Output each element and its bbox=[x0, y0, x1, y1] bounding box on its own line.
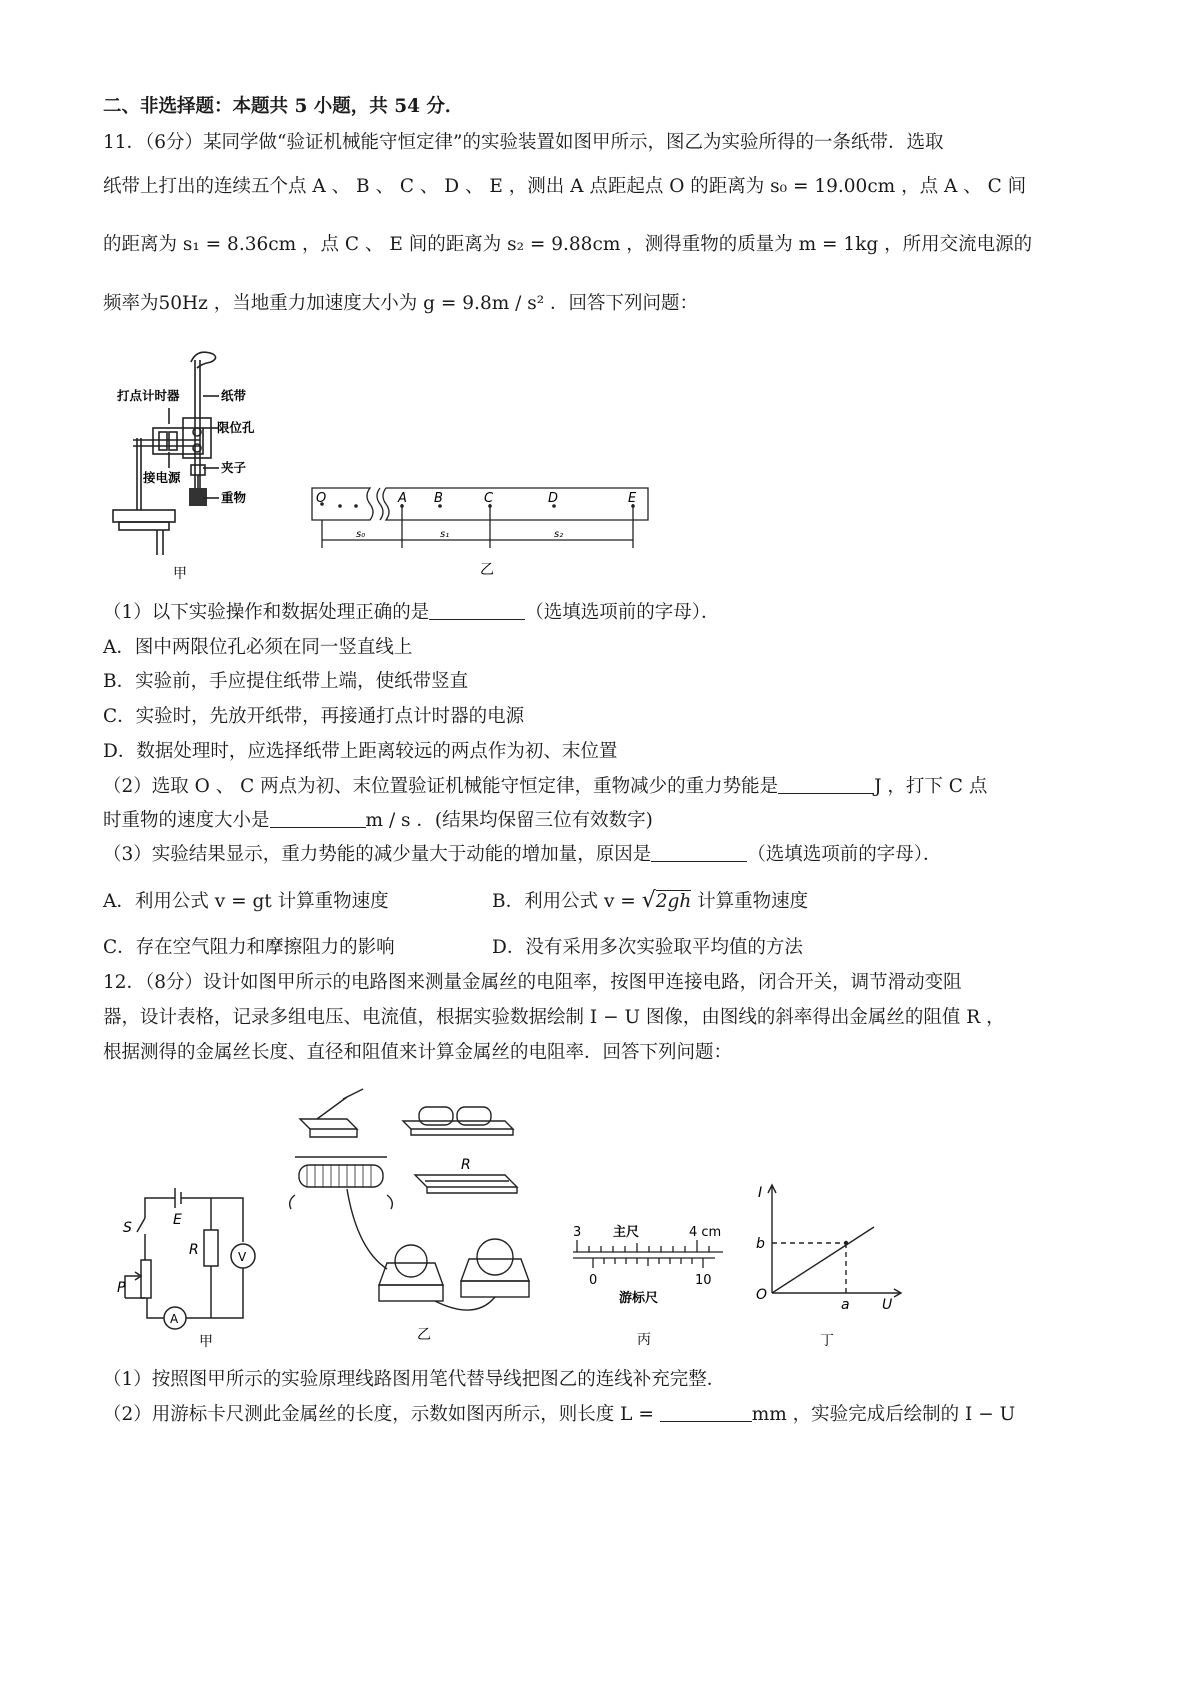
label-R-board: R bbox=[461, 1157, 471, 1173]
q11-line-1: 11．（6分）某同学做“验证机械能守恒定律”的实验装置如图甲所示，图乙为实验所得的一条纸带．选取 bbox=[103, 132, 944, 153]
axis-U: U bbox=[882, 1297, 893, 1313]
q12-sub1: （1）按照图甲所示的实验原理线路图用笔代替导线把图乙的连线补充完整． bbox=[103, 1369, 726, 1390]
main-scale-label: 主尺 bbox=[613, 1225, 640, 1240]
origin-O: O bbox=[756, 1287, 768, 1303]
point-D: D bbox=[548, 491, 559, 506]
q11-figure-yi bbox=[300, 470, 700, 580]
q11-sub1-option-d: D．数据处理时，应选择纸带上距离较远的两点作为初、末位置 bbox=[103, 741, 618, 762]
caption-yi: 乙 bbox=[480, 562, 494, 578]
point-B: B bbox=[434, 491, 443, 506]
label-P: P bbox=[117, 1280, 126, 1296]
caption-q12-yi: 乙 bbox=[417, 1327, 431, 1343]
q12-figure-ding bbox=[752, 1175, 912, 1350]
q11-sub2-line1: （2）选取 O 、 C 两点为初、末位置验证机械能守恒定律，重物减少的重力势能是 J ，打下 C 点 bbox=[103, 776, 988, 797]
q11-figure-jia bbox=[105, 340, 285, 590]
point-C: C bbox=[484, 491, 494, 506]
caption-q12-ding: 丁 bbox=[820, 1333, 834, 1349]
axis-I: I bbox=[758, 1185, 763, 1201]
span-s1: s₁ bbox=[440, 529, 450, 540]
caption-q12-jia: 甲 bbox=[199, 1334, 213, 1350]
tick-a: a bbox=[841, 1297, 850, 1313]
point-E: E bbox=[628, 491, 637, 506]
q11-sub2-line2: 时重物的速度大小是 m / s ．(结果均保留三位有效数字) bbox=[103, 810, 653, 831]
q12-line-1: 12．（8分）设计如图甲所示的电路图来测量金属丝的电阻率，按图甲连接电路，闭合开关，调节滑动变阻 bbox=[103, 972, 962, 993]
main-scale-4cm: 4 cm bbox=[689, 1225, 722, 1240]
q11-sub3: （3）实验结果显示，重力势能的减少量大于动能的增加量，原因是 （选填选项前的字母）． bbox=[103, 844, 942, 865]
label-A: A bbox=[170, 1312, 179, 1326]
caption-q12-bing: 丙 bbox=[637, 1332, 651, 1348]
label-power: 接电源 bbox=[143, 470, 181, 485]
q11-line-2: 纸带上打出的连续五个点 A 、 B 、 C 、 D 、 E ，测出 A 点距起点 O 的距离为 s₀ = 19.00cm ，点 A 、 C 间 bbox=[103, 176, 1027, 197]
q12-figure-jia bbox=[115, 1170, 275, 1350]
q11-line-3: 的距离为 s₁ = 8.36cm ，点 C 、 E 间的距离为 s₂ = 9.88cm ，测得重物的质量为 m = 1kg ，所用交流电源的 bbox=[103, 234, 1033, 255]
q12-line-2: 器，设计表格，记录多组电压、电流值，根据实验数据绘制 I − U 图像，由图线的斜率得出金属丝的阻值 R ， bbox=[103, 1007, 1005, 1028]
span-s0: s₀ bbox=[356, 529, 366, 540]
q12-line-3: 根据测得的金属丝长度、直径和阻值来计算金属丝的电阻率．回答下列问题： bbox=[103, 1042, 733, 1063]
label-S: S bbox=[123, 1220, 132, 1236]
label-timer: 打点计时器 bbox=[117, 388, 180, 403]
span-s2: s₂ bbox=[554, 529, 564, 540]
point-A: A bbox=[398, 491, 407, 506]
vernier-0: 0 bbox=[589, 1273, 598, 1288]
q11-sub1-option-a: A．图中两限位孔必须在同一竖直线上 bbox=[103, 637, 413, 658]
q11-sub3-option-a: A．利用公式 v = gt 计算重物速度 bbox=[103, 891, 389, 912]
q11-sub1: （1）以下实验操作和数据处理正确的是 （选填选项前的字母）． bbox=[103, 602, 720, 623]
vernier-label: 游标尺 bbox=[619, 1291, 659, 1306]
label-clip: 夹子 bbox=[221, 460, 247, 475]
q12-figure-bing bbox=[565, 1222, 730, 1350]
label-E: E bbox=[173, 1212, 182, 1228]
section-title: 二、非选择题：本题共 5 小题，共 54 分． bbox=[103, 96, 464, 117]
q12-sub2: （2）用游标卡尺测此金属丝的长度，示数如图丙所示，则长度 L = mm ，实验完成后绘制的 I − U bbox=[103, 1404, 1016, 1425]
main-scale-3: 3 bbox=[573, 1225, 582, 1240]
tick-b: b bbox=[756, 1236, 765, 1252]
point-O: O bbox=[316, 491, 327, 506]
vernier-10: 10 bbox=[695, 1273, 712, 1288]
q12-figure-yi bbox=[285, 1085, 555, 1345]
label-tape: 纸带 bbox=[221, 388, 247, 403]
q11-sub3-option-d: D．没有采用多次实验取平均值的方法 bbox=[492, 937, 803, 958]
q11-sub1-option-b: B．实验前，手应提住纸带上端，使纸带竖直 bbox=[103, 671, 469, 692]
q11-line-4: 频率为50Hz ，当地重力加速度大小为 g = 9.8m / s² ．回答下列问题： bbox=[103, 293, 699, 314]
label-R: R bbox=[189, 1242, 199, 1258]
q11-sub3-option-b: B．利用公式 v = √2gh 计算重物速度 bbox=[492, 888, 809, 913]
label-V: V bbox=[238, 1250, 247, 1264]
q11-sub3-option-c: C．存在空气阻力和摩擦阻力的影响 bbox=[103, 937, 395, 958]
label-limit-hole: 限位孔 bbox=[217, 420, 255, 435]
label-weight: 重物 bbox=[221, 490, 247, 505]
q11-sub1-option-c: C．实验时，先放开纸带，再接通打点计时器的电源 bbox=[103, 706, 525, 727]
caption-jia: 甲 bbox=[173, 566, 187, 582]
